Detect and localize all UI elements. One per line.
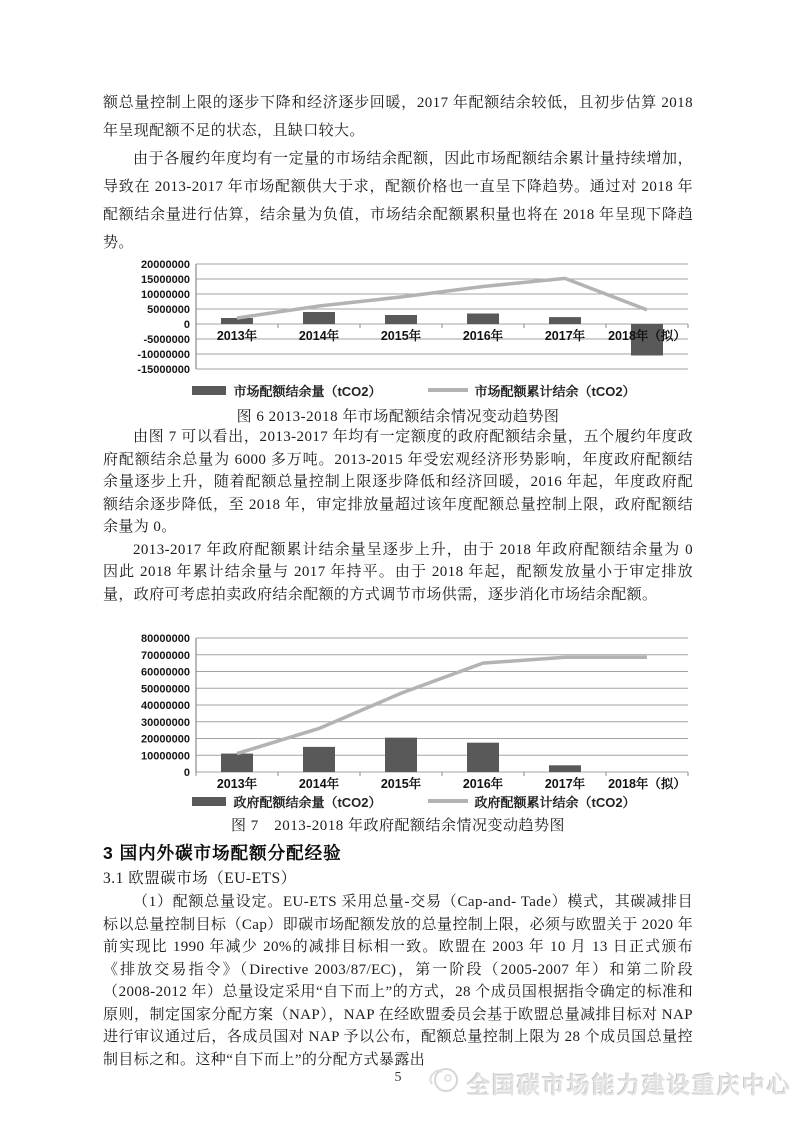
- legend-item: [428, 792, 636, 811]
- watermark-text: 全国碳市场能力建设重庆中心: [467, 1071, 792, 1098]
- x-labels: [217, 776, 686, 790]
- svg-text:0: 0: [183, 319, 190, 331]
- svg-text:80000000: 80000000: [141, 633, 190, 645]
- x-axis-ticks: [196, 772, 688, 776]
- figure7-legend: [134, 792, 694, 810]
- subsection-heading-31: 3.1 欧盟碳市场（EU-ETS）: [103, 870, 297, 887]
- figure6-block: [134, 259, 694, 399]
- x-labels: [217, 328, 686, 343]
- bar-legend-swatch: [192, 386, 226, 395]
- paragraph-quota-shortage: 额总量控制上限的逐步下降和经济逐步回暖，2017 年配额结余较低，且初步估算 2018 年呈现配额不足的状态，且缺口较大。: [103, 95, 693, 139]
- y-tick-labels: [141, 633, 190, 779]
- svg-text:50000000: 50000000: [141, 683, 190, 696]
- svg-text:70000000: 70000000: [141, 649, 190, 662]
- svg-text:0: 0: [183, 767, 190, 779]
- legend-label: 政府配额结余量（tCO2）: [233, 794, 382, 810]
- figure6-caption: 图 6 2013-2018 年市场配额结余情况变动趋势图: [236, 409, 560, 425]
- legend-item: [428, 381, 636, 400]
- svg-text:2013年: 2013年: [216, 329, 258, 343]
- svg-text:2016年: 2016年: [462, 329, 504, 343]
- svg-text:2018年（拟）: 2018年（拟）: [608, 777, 686, 790]
- y-tick-labels: [137, 259, 190, 376]
- line-legend-swatch: [428, 799, 468, 803]
- legend-item: [192, 792, 381, 811]
- figure7-block: [134, 632, 694, 810]
- center-logo-icon: [426, 1064, 462, 1102]
- svg-text:2015年: 2015年: [380, 777, 422, 790]
- figure7-caption: 图 7 2013-2018 年政府配额结余情况变动趋势图: [231, 818, 565, 834]
- legend-label: 市场配额累计结余（tCO2）: [474, 383, 636, 399]
- svg-text:-5000000: -5000000: [143, 334, 190, 346]
- svg-text:15000000: 15000000: [141, 274, 190, 286]
- figure6-legend: [134, 381, 694, 399]
- bar-legend-swatch: [192, 797, 226, 806]
- page-number: 5: [394, 1070, 402, 1085]
- market-quota-combo-chart: [134, 259, 694, 379]
- svg-text:60000000: 60000000: [141, 666, 190, 679]
- svg-text:-15000000: -15000000: [137, 364, 190, 376]
- cumulative-line: [237, 278, 647, 318]
- paragraph-market-surplus: 由于各履约年度均有一定量的市场结余配额，因此市场配额结余累计量持续增加，导致在 2013-2017 年市场配额供大于求，配额价格也一直呈下降趋势。通过对 2018 年配额结余量进行估算，结余量为负值，市场结余配额累积量也将在 2018 年呈现下降趋势。: [103, 151, 693, 251]
- paragraph-eu-ets: （1）配额总量设定。EU-ETS 采用总量-交易（Cap-and- Tade）模式，其碳减排目标以总量控制目标（Cap）即碳市场配额发放的总量控制上限，必须与欧盟关于 2020 年前实现比 1990 年减少 20%的减排目标相一致。欧盟在 2003 年 10 月 13 日正式颁布《排放交易指令》（Directive 2003/87/EC)，第一阶段（2005-2007 年）和第二阶段（2008-2012 年）总量设定采用“自下而上”的方式，28 个成员国根据指令确定的标准和原则，制定国家分配方案（NAP），NAP 在经欧盟委员会基于欧盟总量减排目标对 NAP 进行审议通过后，各成员国对 NAP 予以公布，配额总量控制上限为 28 个成员国总量控制目标之和。这种“自下而上”的分配方式暴露出: [103, 894, 693, 1068]
- legend-item: [192, 381, 381, 400]
- bars: [221, 312, 663, 356]
- svg-text:40000000: 40000000: [141, 700, 190, 712]
- svg-text:2016年: 2016年: [462, 777, 504, 790]
- section-heading-3: 3 国内外碳市场配额分配经验: [103, 843, 342, 863]
- paragraph-gov-surplus: 由图 7 可以看出，2013-2017 年均有一定额度的政府配额结余量，五个履约年度政府配额结余总量为 6000 多万吨。2013-2015 年受宏观经济形势影响，年度政府配额结余量逐步上升，随着配额总量控制上限逐步降低和经济回暖，2016 年起，年度政府配额结余逐步降低，至 2018 年，审定排放量超过该年度配额总量控制上限，政府配额结余量为 0。: [103, 429, 693, 535]
- svg-text:2015年: 2015年: [380, 329, 422, 343]
- gridlines: [196, 264, 688, 369]
- svg-text:10000000: 10000000: [141, 289, 190, 301]
- svg-text:20000000: 20000000: [141, 259, 190, 271]
- paragraph-gov-cumulative: 2013-2017 年政府配额累计结余量呈逐步上升，由于 2018 年政府配额结余量为 0 因此 2018 年累计结余量与 2017 年持平。由于 2018 年起，配额发放量小于审定排放量，政府可考虑拍卖政府结余配额的方式调节市场供需，逐步消化市场结余配额。: [103, 541, 693, 603]
- svg-text:5000000: 5000000: [147, 304, 190, 316]
- svg-text:2018年（拟）: 2018年（拟）: [608, 329, 686, 343]
- watermark: [426, 1064, 792, 1102]
- svg-text:10000000: 10000000: [141, 750, 190, 763]
- svg-text:2014年: 2014年: [298, 329, 340, 343]
- line-legend-swatch: [428, 388, 468, 392]
- svg-text:20000000: 20000000: [141, 733, 190, 746]
- svg-text:-10000000: -10000000: [137, 349, 190, 361]
- legend-label: 市场配额结余量（tCO2）: [233, 383, 382, 399]
- svg-text:2014年: 2014年: [298, 777, 340, 790]
- page-footer: [0, 1062, 796, 1112]
- government-quota-combo-chart: [134, 632, 694, 790]
- svg-text:2017年: 2017年: [544, 777, 586, 790]
- svg-text:30000000: 30000000: [141, 716, 190, 729]
- x-axis-ticks: [196, 324, 688, 328]
- legend-label: 政府配额累计结余（tCO2）: [474, 794, 636, 810]
- svg-text:2013年: 2013年: [216, 777, 258, 790]
- svg-text:2017年: 2017年: [544, 329, 586, 343]
